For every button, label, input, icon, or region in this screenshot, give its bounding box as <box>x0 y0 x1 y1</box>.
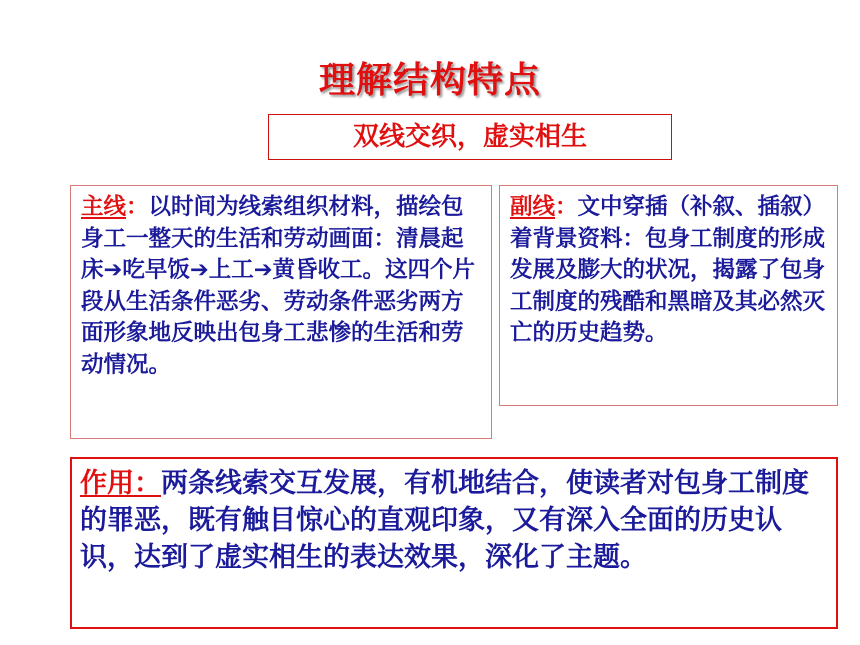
sub-line-box <box>499 185 838 406</box>
sub-line-label: 副线 <box>510 194 556 220</box>
effect-text: 两条线索交互发展，有机地结合，使读者对包身工制度的罪恶，既有触目惊心的直观印象，又有深入全面的历史认识，达到了虚实相生的表达效果，深化了主题。 <box>80 468 809 573</box>
page-title: 理解结构特点 <box>318 60 541 101</box>
effect-box <box>70 457 838 629</box>
sub-line-text: 文中穿插（补叙、插叙）着背景资料：包身工制度的形成发展及膨大的状况，揭露了包身工制度的残酷和黑暗及其必然灭亡的历史趋势。 <box>510 194 826 346</box>
main-line-label: 主线 <box>81 194 127 220</box>
effect-label: 作用： <box>80 468 161 499</box>
subtitle-box <box>268 114 672 160</box>
main-line-colon: ： <box>126 194 149 220</box>
subtitle-text: 双线交织，虚实相生 <box>352 122 587 152</box>
main-line-text: 以时间为线索组织材料，描绘包身工一整天的生活和劳动画面：清晨起床➔吃早饭➔上工➔黄昏收工。这四个片段从生活条件恶劣、劳动条件恶劣两方面形象地反映出包身工悲惨的生活和劳动情况。 <box>81 194 476 378</box>
main-line-box <box>70 185 492 439</box>
sub-line-colon: ： <box>555 194 578 220</box>
